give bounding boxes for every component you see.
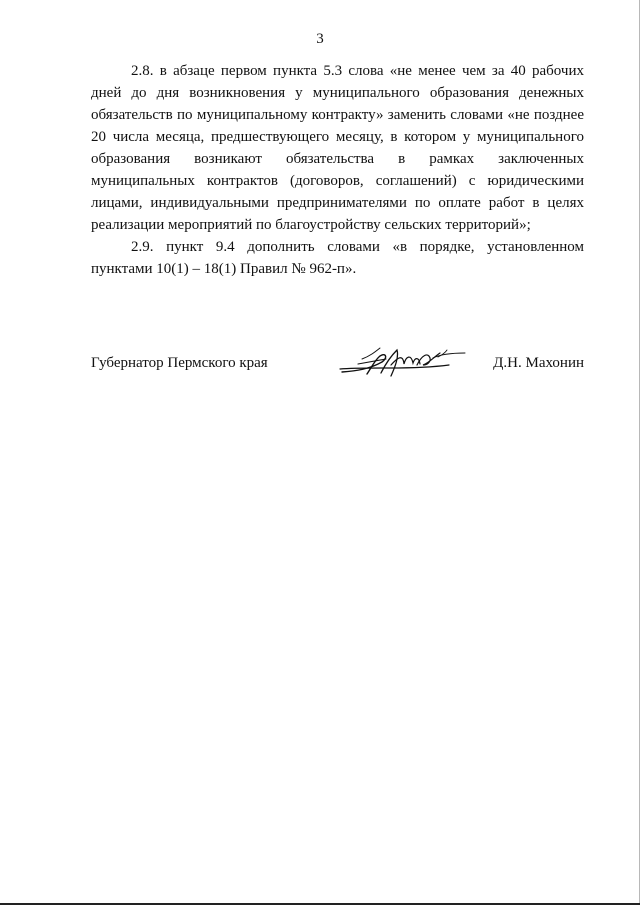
signature-block: [91, 338, 584, 388]
signer-name: Д.Н. Махонин: [493, 355, 584, 371]
document-body: [91, 60, 584, 280]
page-number: 3: [316, 31, 324, 47]
paragraph-2-8: 2.8. в абзаце первом пункта 5.3 слова «не менее чем за 40 рабочих дней до дня возникновения у муниципального образования денежных обязательств по муниципальному контракту» заменить словами «не позднее 20 числа месяца, предшествующего месяцу, в котором у муниципального образования возникают обязательства в рамках заключенных муниципальных контрактов (договоров, соглашений) с юридическими лицами, индивидуальными предпринимателями по оплате работ в целях реализации мероприятий по благоустройству сельских территорий»;: [91, 63, 584, 233]
signer-title: Губернатор Пермского края: [91, 355, 268, 371]
handwritten-signature: [331, 338, 471, 382]
paragraph-2-9: 2.9. пункт 9.4 дополнить словами «в порядке, установленном пунктами 10(1) – 18(1) Правил № 962-п».: [91, 239, 584, 277]
